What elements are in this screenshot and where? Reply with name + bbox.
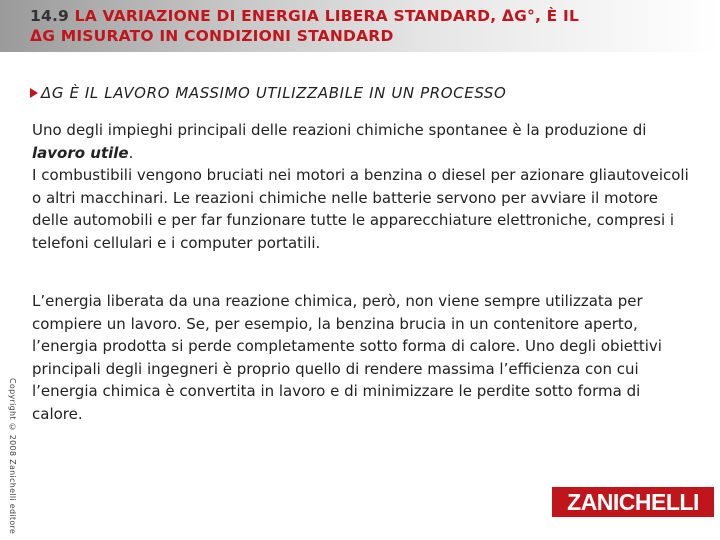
copyright-notice: Copyright © 2008 Zanichelli editore (8, 378, 17, 535)
title-line-1: LA VARIAZIONE DI ENERGIA LIBERA STANDARD, ΔG°, È IL (74, 7, 580, 25)
subtitle-text: ΔG È IL LAVORO MASSIMO UTILIZZABILE IN UN PROCESSO (41, 84, 507, 102)
title-line-2: ΔG MISURATO IN CONDIZIONI STANDARD (30, 27, 394, 45)
paragraph-1-text-a: Uno degli impieghi principali delle reazioni chimiche spontanee è la produzione di (32, 121, 647, 139)
paragraph-1-emphasis: lavoro utile (32, 143, 129, 162)
slide-title (30, 6, 710, 46)
section-number: 14.9 (30, 7, 70, 25)
paragraph-1 (32, 119, 692, 254)
paragraph-1-text-c: I combustibili vengono bruciati nei motori a benzina o diesel per azionare gliautoveicoli o altri macchinari. Le reazioni chimiche nelle batterie servono per avviare il motore delle automobili e per far funzionare tutte le apparecchiature elettroniche, compresi i telefoni cellulari e i computer portatili. (32, 166, 689, 252)
publisher-logo: ZANICHELLI (552, 487, 714, 517)
bullet-arrow-icon (30, 88, 38, 98)
slide-subtitle (30, 84, 506, 102)
paragraph-1-text-b: . (128, 143, 134, 162)
paragraph-2: L’energia liberata da una reazione chimica, però, non viene sempre utilizzata per compiere un lavoro. Se, per esempio, la benzina brucia in un contenitore aperto, l’energia prodotta si perde completamente sotto forma di calore. Uno degli obiettivi principali degli ingegneri è proprio quello di rendere massima l’efficienza con cui l’energia chimica è convertita in lavoro e di minimizzare le perdite sotto forma di calore. (32, 292, 662, 423)
